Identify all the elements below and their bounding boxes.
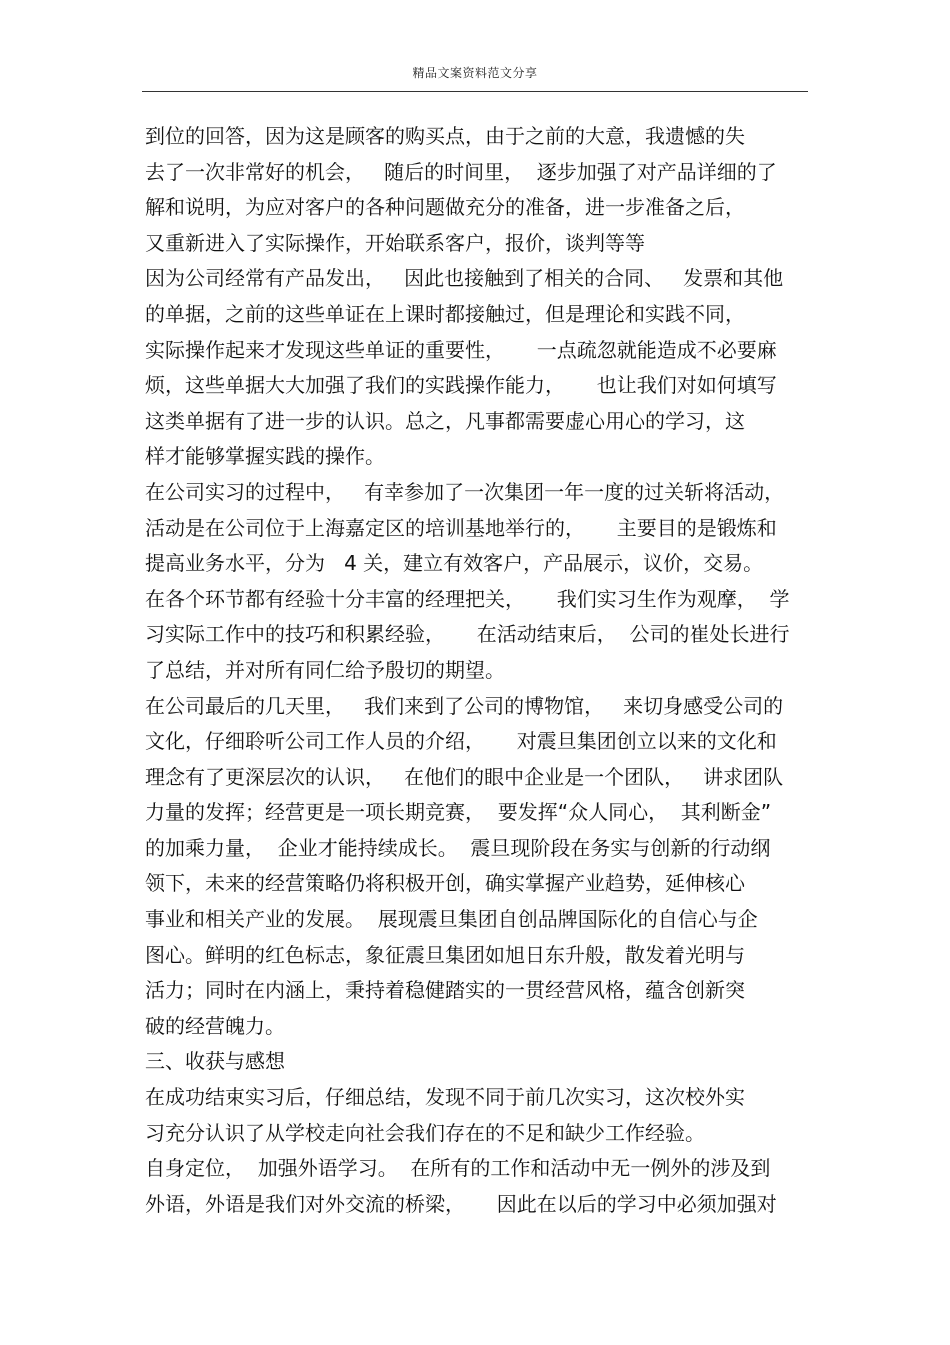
text-line: 在成功结束实习后，仔细总结，发现不同于前几次实习，这次校外实 xyxy=(145,1085,745,1110)
text-line: 因为公司经常有产品发出， 因此也接触到了相关的合同、 发票和其他 xyxy=(145,266,784,291)
text-line: 烦，这些单据大大加强了我们的实践操作能力， 也让我们对如何填写 xyxy=(145,373,777,398)
text-line: 图心。鲜明的红色标志，象征震旦集团如旭日东升般，散发着光明与 xyxy=(145,942,745,967)
text-line: 到位的回答，因为这是顾客的购买点，由于之前的大意，我遗憾的失 xyxy=(145,124,745,148)
text-line: 的加乘力量， 企业才能持续成长。 震旦现阶段在务实与创新的行动纲 xyxy=(145,835,771,860)
page-header-title: 精品文案资料范文分享 xyxy=(412,66,538,80)
text-line: 力量的发挥；经营更是一项长期竞赛， 要发挥“众人同心， 其利断金” xyxy=(145,800,772,825)
text-line: 在公司实习的过程中， 有幸参加了一次集团一年一度的过关斩将活动， xyxy=(145,479,785,504)
text-line: 理念有了更深层次的认识， 在他们的眼中企业是一个团队， 讲求团队 xyxy=(145,764,784,789)
text-line: 了总结，并对所有同仁给予殷切的期望。 xyxy=(145,657,505,682)
text-line: 在各个环节都有经验十分丰富的经理把关， 我们实习生作为观摩， 学 xyxy=(145,586,790,611)
text-line: 实际操作起来才发现这些单证的重要性， 一点疏忽就能造成不必要麻 xyxy=(145,337,777,362)
text-line: 事业和相关产业的发展。 展现震旦集团自创品牌国际化的自信心与企 xyxy=(145,907,758,932)
text-line: 的单据，之前的这些单证在上课时都接触过，但是理论和实践不同， xyxy=(145,301,745,326)
text-line: 自身定位， 加强外语学习。 在所有的工作和活动中无一例外的涉及到 xyxy=(145,1156,771,1181)
header-divider xyxy=(142,91,808,92)
text-line: 提高业务水平，分为 4 关，建立有效客户，产品展示，议价，交易。 xyxy=(145,551,764,576)
text-line: 样才能够掌握实践的操作。 xyxy=(145,444,385,469)
text-line: 领下，未来的经营策略仍将积极开创，确实掌握产业趋势，延伸核心 xyxy=(145,871,745,896)
text-line: 习实际工作中的技巧和积累经验， 在活动结束后， 公司的崔处长进行 xyxy=(145,622,790,647)
text-line: 这类单据有了进一步的认识。总之，凡事都需要虚心用心的学习，这 xyxy=(145,408,745,433)
text-line: 活动是在公司位于上海嘉定区的培训基地举行的， 主要目的是锻炼和 xyxy=(145,515,777,540)
document-body xyxy=(145,119,815,1222)
text-line: 破的经营魄力。 xyxy=(145,1013,285,1038)
text-line: 习充分认识了从学校走向社会我们存在的不足和缺少工作经验。 xyxy=(145,1120,705,1145)
text-line: 文化，仔细聆听公司工作人员的介绍， 对震旦集团创立以来的文化和 xyxy=(145,729,777,754)
section-heading: 三、收获与感想 xyxy=(145,1049,285,1074)
text-line: 解和说明，为应对客户的各种问题做充分的准备，进一步准备之后， xyxy=(145,195,745,220)
text-line: 去了一次非常好的机会， 随后的时间里， 逐步加强了对产品详细的了 xyxy=(145,159,777,184)
text-line: 又重新进入了实际操作，开始联系客户，报价，谈判等等 xyxy=(145,230,645,255)
text-line: 外语，外语是我们对外交流的桥梁， 因此在以后的学习中必须加强对 xyxy=(145,1191,777,1216)
text-line: 活力；同时在内涵上，秉持着稳健踏实的一贯经营风格，蕴含创新突 xyxy=(145,978,745,1003)
text-line: 在公司最后的几天里， 我们来到了公司的博物馆， 来切身感受公司的 xyxy=(145,693,784,718)
